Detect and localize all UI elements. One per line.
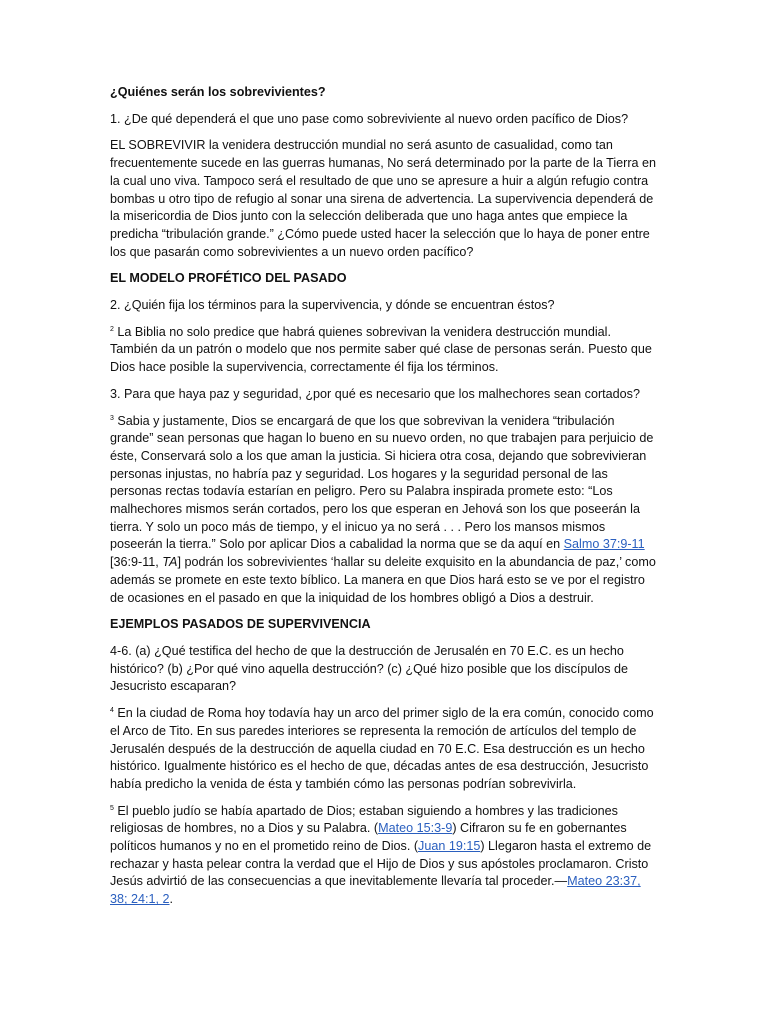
scripture-link-salmo-37[interactable]: Salmo 37:9-11 [563,537,645,552]
scripture-link-mateo-15[interactable]: Mateo 15:3-9 [378,821,453,836]
paragraph-text: ) Llegaron hasta el extremo de rechazar y hasta pelear contra la verdad que el Hijo de Dios y sus apóstoles proclamaron. Cristo Jesús advirtió de las consecuencias a que inevitablemente llevaría tal proceder.— [110,839,652,889]
question-3: 3. Para que haya paz y seguridad, ¿por qué es necesario que los malhechores sean cortados? [110,386,640,401]
section-heading-survivors: ¿Quiénes serán los sobrevivientes? [110,85,326,99]
paragraph-1: EL SOBREVIVIR la venidera destrucción mundial no será asunto de casualidad, como tan frecuentemente sucede en las guerras humanas, No será determinado por la parte de la Tierra en la cual uno viva. Tampoco será el resultado de que uno se apresure a huir a algún refugio contra bombas u otro tipo de refugio al sonar una sirena de advertencia. La supervivencia dependerá de la misericordia de Dios junto con la selección deliberada que uno haga antes que empiece la predicha “tribulación grande.” ¿Cómo puede usted hacer la selección que lo haya de poner entre los que pasarán como sobrevivientes a un nuevo orden pacífico? [110,138,657,259]
paragraph-5 [110,803,658,909]
translation-abbrev: TA [162,555,178,570]
paragraph-text: . [169,892,174,907]
scripture-link-mateo-23[interactable]: Mateo 23:37, 38; 24:1, 2 [110,874,641,907]
paragraph-number: 2 [110,325,114,333]
paragraph-number: 3 [110,414,114,422]
question-4-6: 4-6. (a) ¿Qué testifica del hecho de que la destrucción de Jerusalén en 70 E.C. es un hecho histórico? (b) ¿Por qué vino aquella destrucción? (c) ¿Qué hizo posible que los discípulos de Jesucristo escaparan? [110,643,629,694]
section-heading-prophetic-model: EL MODELO PROFÉTICO DEL PASADO [110,271,347,286]
paragraph-text: Sabia y justamente, Dios se encargará de que los que sobrevivan la venidera “tribulación grande” sean personas que hagan lo bueno en su nuevo orden, no que trabajen para perjuicio de éste, Conservará solo a los que aman la justicia. Si hiciera otra cosa, dejando que sobrevivieran personas injustas, no habría paz y seguridad. Los hogares y la seguridad personal de las personas rectas todavía estarían en peligro. Pero su Palabra inspirada promete esto: “Los malhechores mismos serán cortados, pero los que esperan en Jehová son los que poseerán la tierra. Y solo un poco más de tiempo, y el inicuo ya no será . . . Pero los mansos mismos poseerán la tierra.” Solo por aplicar Dios a cabalidad la norma que se da aquí en [110,413,654,552]
section-heading-past-examples: EJEMPLOS PASADOS DE SUPERVIVENCIA [110,617,371,632]
paragraph-text: En la ciudad de Roma hoy todavía hay un arco del primer siglo de la era común, conocido como el Arco de Tito. En sus paredes interiores se representa la remoción de artículos del templo de Jerusalén después de la destrucción de aquella ciudad en 70 E.C. Esa destrucción es un hecho histórico. Igualmente histórico es el hecho de que, décadas antes de esa destrucción, Jesucristo había predicho la venida de ésta y también cómo las personas podrían sobrevivirla. [110,706,654,791]
paragraph-3 [110,413,658,608]
question-2: 2. ¿Quién fija los términos para la supervivencia, y dónde se encuentran éstos? [110,298,555,313]
paragraph-text: El pueblo judío se había apartado de Dios; estaban siguiendo a hombres y las tradiciones religiosas de hombres, no a Dios y su Palabra. ( [110,803,618,836]
paragraph-text: La Biblia no solo predice que habrá quienes sobrevivan la venidera destrucción mundial. También da un patrón o modelo que nos permite saber qué clase de personas serán. Puesto que Dios hace posible la supervivencia, correctamente él fija los términos. [110,324,652,375]
paragraph-text: [36:9-11, [110,555,163,570]
scripture-link-juan-19[interactable]: Juan 19:15 [418,839,481,854]
paragraph-text: ] podrán los sobrevivientes ‘hallar su deleite exquisito en la abundancia de paz,’ como además se promete en este texto bíblico. La manera en que Dios hará esto se ve por el registro de ocasiones en el pasado en que la iniquidad de los hombres obligó a Dios a destruir. [110,555,656,605]
paragraph-2 [110,324,658,377]
paragraph-number: 4 [110,707,114,715]
paragraph-4 [110,705,658,794]
question-1: 1. ¿De qué dependerá el que uno pase como sobreviviente al nuevo orden pacífico de Dios? [110,111,629,126]
paragraph-text: ) Cifraron su fe en gobernantes políticos humanos y no en el prometido reino de Dios. ( [110,821,627,854]
document-page [110,84,658,918]
paragraph-number: 5 [110,804,114,812]
